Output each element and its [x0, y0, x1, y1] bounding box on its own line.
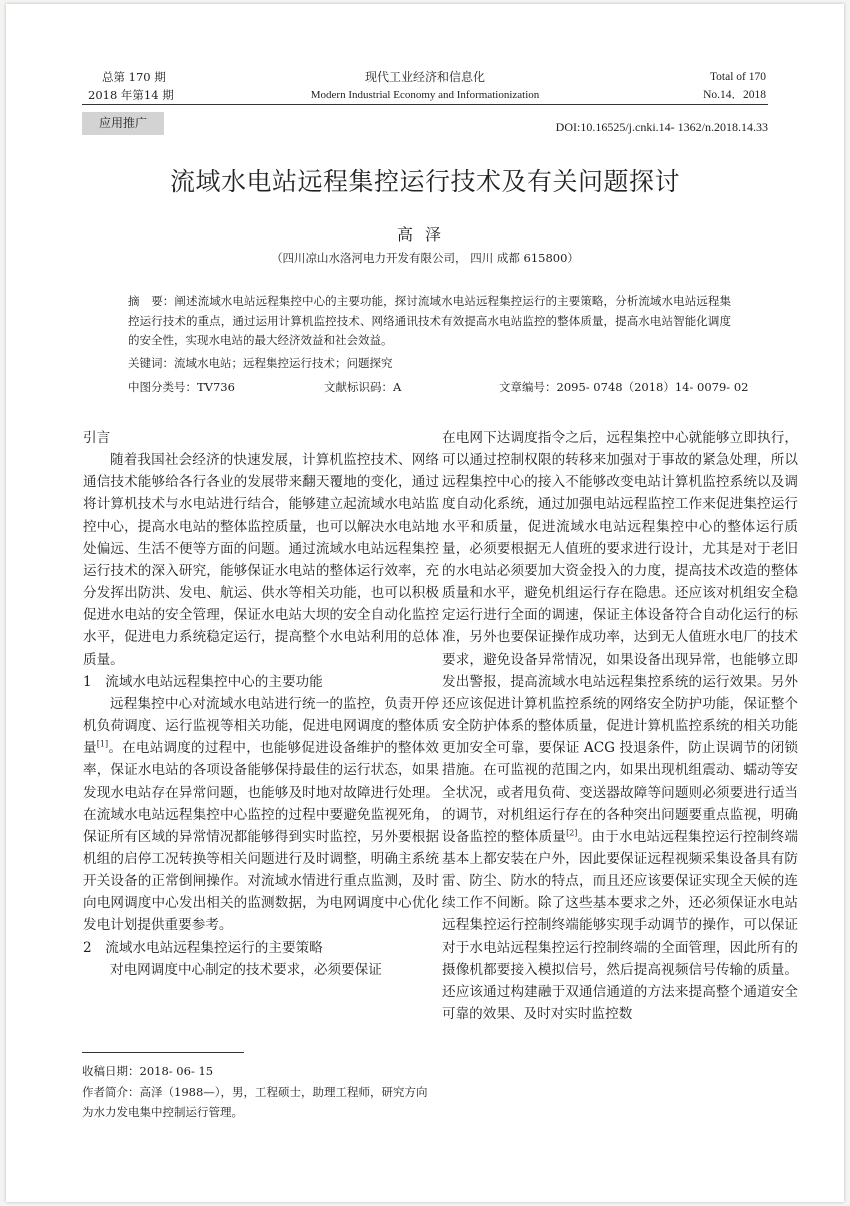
article-title: 流域水电站远程集控运行技术及有关问题探讨: [169, 167, 680, 196]
paragraph-text: 。由于水电站远程集控运行控制终端基本上都安装在户外，因此要保证远程视频采集设备具有防雷、防尘、防水的特点，而且还应该要保证实现全天候的连续工作不间断。除了这些基本要求之外，还必须保证水电站远程集控运行控制终端能够实现手动调节的操作，可以保证对于水电站远程集控运行控制终端的全面管理，因此所有的摄像机都要接入模拟信号，然后提高视频信号传输的质量。还应该通过构建融于双通信通道的方法来提高整个通道安全可靠的效果、及时对实时监控数: [442, 828, 799, 1023]
header-total-issue: 总第 170 期: [102, 70, 166, 84]
footnote-received: 收稿日期：2018- 06- 15: [82, 1064, 214, 1078]
footnote-rule: [82, 1052, 244, 1053]
footnote-author-bio: 作者简介：高泽（1988—），男，工程硕士，助理工程师，研究方向为水力发电集中控制运行管理。: [82, 1085, 428, 1119]
abstract-text: 阐述流域水电站远程集控中心的主要功能，探讨流域水电站远程集控运行的主要策略，分析流域水电站远程集控运行技术的重点，通过运用计算机监控技术、网络通讯技术有效提高水电站监控的整体质量，提高水电站智能化调度的安全性，实现水电站的最大经济效益和社会效益。: [128, 294, 732, 347]
body-right-column: [442, 427, 798, 1025]
body-left-column: [83, 427, 439, 981]
affiliation: （四川凉山水洛河电力开发有限公司， 四川 成都 615800）: [271, 251, 579, 265]
section-heading: 1 流域水电站远程集控中心的主要功能: [83, 673, 323, 690]
article-number: 文章编号：2095- 0748（2018）14- 0079- 02: [499, 380, 749, 394]
journal-page: [6, 4, 844, 1202]
header-rule: [82, 104, 768, 105]
paragraph-text: 。在电站调度的过程中，也能够促进设备维护的整体效率，保证水电站的各项设备能够保持最佳的运行状态，如果发现水电站存在异常问题，也能够及时地对故障进行处理。在流域水电站远程集控中心监控的过程中要避免监视死角，保证所有区域的异常情况都能够得到实时监控，另外要根据机组的启停工况转换等相关问题进行及时调整，明确主系统开关设备的正常倒闸操作。对流域水情进行重点监测，及时向电网调度中心发出相关的监测数据，为电网调度中心优化发电计划提供重要参考。: [83, 740, 440, 934]
citation-ref: [1]: [96, 739, 109, 749]
header-total-en: Total of 170: [709, 71, 766, 83]
header-issue-en: No.14．2018: [703, 89, 766, 101]
keywords: 关键词：流域水电站；远程集控运行技术；问题探究: [128, 356, 393, 370]
header-journal-cn: 现代工业经济和信息化: [364, 70, 485, 84]
author-name: 高泽: [396, 225, 453, 244]
body-paragraph: 对电网调度中心制定的技术要求，必须要保证: [110, 961, 382, 978]
category-badge: 应用推广: [82, 112, 164, 135]
section-heading: 2 流域水电站远程集控运行的主要策略: [83, 939, 323, 956]
classification-number: 中图分类号：TV736: [128, 380, 235, 394]
section-heading: 引言: [83, 430, 111, 446]
body-paragraph: [83, 693, 439, 937]
doi: DOI:10.16525/j.cnki.14- 1362/n.2018.14.33: [555, 120, 768, 134]
citation-ref: [2]: [566, 828, 578, 838]
body-paragraph: [442, 427, 798, 1025]
paragraph-text: 在电网下达调度指令之后，远程集控中心就能够立即执行，可以通过控制权限的转移来加强对于事故的紧急处理，所以远程集控中心的接入不能够改变电站计算机监控系统以及调度自动化系统，通过加强电站远程监控工作来促进集控运行水平和质量，促进流域水电站远程集控中心的整体运行质量，必须要根据无人值班的要求进行设计，尤其是对于老旧的水电站必须要加大资金投入的力度，提高技术改造的整体质量和水平，避免机组运行存在隐患。还应该对机组安全稳定运行进行全面的调速，保证主体设备符合自动化运行的标准，另外也要保证操作成功率，达到无人值班水电厂的技术要求，避免设备异常情况，如果设备出现异常，也能够立即发出警报，提高流域水电站远程集控系统的运行效果。另外还应该促进计算机监控系统的网络安全防护功能，保证整个安全防护体系的整体质量，促进计算机监控系统的相关功能更加安全可靠，要保证 ACG 投退条件，防止误调节的闭锁措施。在可监视的范围之内，如果出现机组震动、蠕动等安全状况，或者甩负荷、变送器故障等问题则必须要进行适当的调节，对机组运行存在的各种突出问题要重点监视，明确设备监控的整体质量: [442, 430, 798, 845]
paragraph-text: 远程集控中心对流域水电站进行统一的监控，负责开停机负荷调度、运行监视等相关功能，促进电网调度的整体质量: [83, 695, 439, 757]
abstract: [128, 292, 731, 351]
abstract-label: 摘 要：: [128, 294, 175, 308]
header-journal-en: Modern Industrial Economy and Informationization: [310, 89, 540, 101]
body-paragraph: 随着我国社会经济的快速发展，计算机监控技术、网络通信技术能够给各行各业的发展带来翻天覆地的变化，通过将计算机技术与水电站进行结合，能够建立起流域水电站监控中心，提高水电站的整体监控质量，也可以解决水电站地处偏远、生活不便等方面的问题。通过流域水电站远程集控运行技术的深入研究，能够保证水电站的整体运行效率，充分发挥出防洪、发电、航运、供水等相关功能，也可以积极促进水电站的安全管理，保证水电站大坝的安全自动化监控水平，促进电力系统稳定运行，提高整个水电站利用的总体质量。: [83, 452, 439, 668]
document-code: 文献标识码：A: [324, 380, 402, 394]
header-year-issue: 2018 年第14 期: [88, 88, 174, 102]
